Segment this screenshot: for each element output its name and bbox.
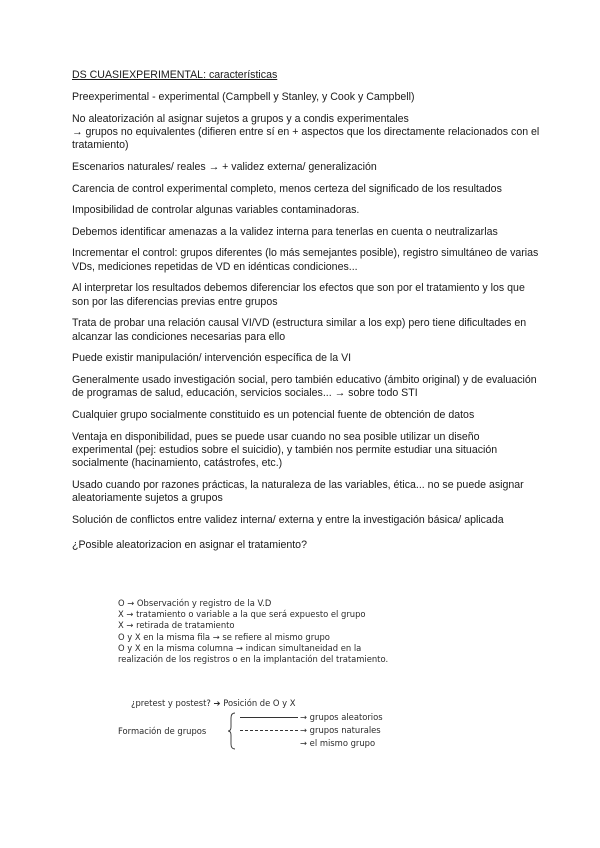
paragraph: Usado cuando por razones prácticas, la naturaleza de las variables, ética... no se puede asignar aleatoriamente sujetos a grupos	[72, 478, 524, 505]
document-body	[72, 69, 542, 561]
branch-natural-groups: → grupos naturales	[240, 725, 381, 735]
paragraph: Trata de probar una relación causal VI/VD (estructura similar a los exp) pero tiene dificultades en alcanzar las condiciones necesarias para ello	[72, 317, 527, 343]
paragraph: Al interpretar los resultados debemos diferenciar los efectos que son por el tratamiento y los que son por las diferencias previas entre grupos	[72, 282, 525, 308]
paragraph: No aleatorización al asignar sujetos a grupos y a condis experimentales → grupos no equivalentes (difieren entre sí en + aspectos que los directamente relacionados con el tratamiento)	[72, 112, 540, 152]
dashed-line	[240, 730, 298, 731]
paragraph: Imposibilidad de controlar algunas variables contaminadoras.	[72, 204, 360, 217]
notation-figure	[118, 598, 418, 748]
paragraph: Carencia de control experimental completo, menos certeza del significado de los resultados	[72, 182, 502, 195]
legend-line: O → Observación y registro de la V.D	[118, 598, 272, 608]
paragraph: Generalmente usado investigación social, pero también educativo (ámbito original) y de evaluación de programas de salud, educación, servicios sociales... → sobre todo STI	[72, 373, 537, 400]
legend-line: O y X en la misma fila → se refiere al mismo grupo	[118, 631, 330, 642]
branch-same-group: → el mismo grupo	[300, 738, 376, 748]
pretest-posttest-line: ¿pretest y postest? ➔ Posición de O y X	[131, 698, 296, 708]
legend-line: realización de los registros o en la implantación del tratamiento.	[118, 654, 389, 665]
branch-random-groups: → grupos aleatorios	[240, 712, 383, 722]
paragraph-list	[72, 91, 542, 553]
paragraph: Preexperimental - experimental (Campbell y Stanley, y Cook y Campbell)	[72, 91, 415, 103]
paragraph: Ventaja en disponibilidad, pues se puede usar cuando no sea posible utilizar un diseño experimental (pej: estudios sobre el suicidio), y también nos permite estudiar una situación socialmente (hacinamiento, catástrofes, etc.)	[72, 430, 498, 470]
legend-line: O y X en la misma columna → indican simultaneidad en la	[118, 642, 362, 653]
paragraph: Puede existir manipulación/ intervención específica de la VI	[72, 352, 352, 365]
group-formation-label: Formación de grupos	[118, 726, 207, 736]
legend-line: X → retirada de tratamiento	[118, 620, 235, 631]
paragraph: Cualquier grupo socialmente constituido es un potencial fuente de obtención de datos	[72, 408, 475, 421]
paragraph: Solución de conflictos entre validez interna/ externa y entre la investigación básica/ aplicada	[72, 513, 504, 526]
paragraph: Escenarios naturales/ reales → + validez externa/ generalización	[72, 161, 377, 173]
curly-brace-icon	[227, 712, 237, 750]
legend-line: X → tratamiento o variable a la que será expuesto el grupo	[118, 609, 366, 620]
paragraph: Debemos identificar amenazas a la validez interna para tenerlas en cuenta o neutralizarlas	[72, 225, 498, 238]
solid-line	[240, 717, 298, 718]
paragraph: Incrementar el control: grupos diferentes (lo más semejantes posible), registro simultáneo de varias VDs, mediciones repetidas de VD en idénticas condiciones...	[72, 247, 539, 273]
document-heading: DS CUASIEXPERIMENTAL: características	[72, 69, 278, 81]
paragraph: ¿Posible aleatorizacion en asignar el tratamiento?	[72, 539, 307, 552]
